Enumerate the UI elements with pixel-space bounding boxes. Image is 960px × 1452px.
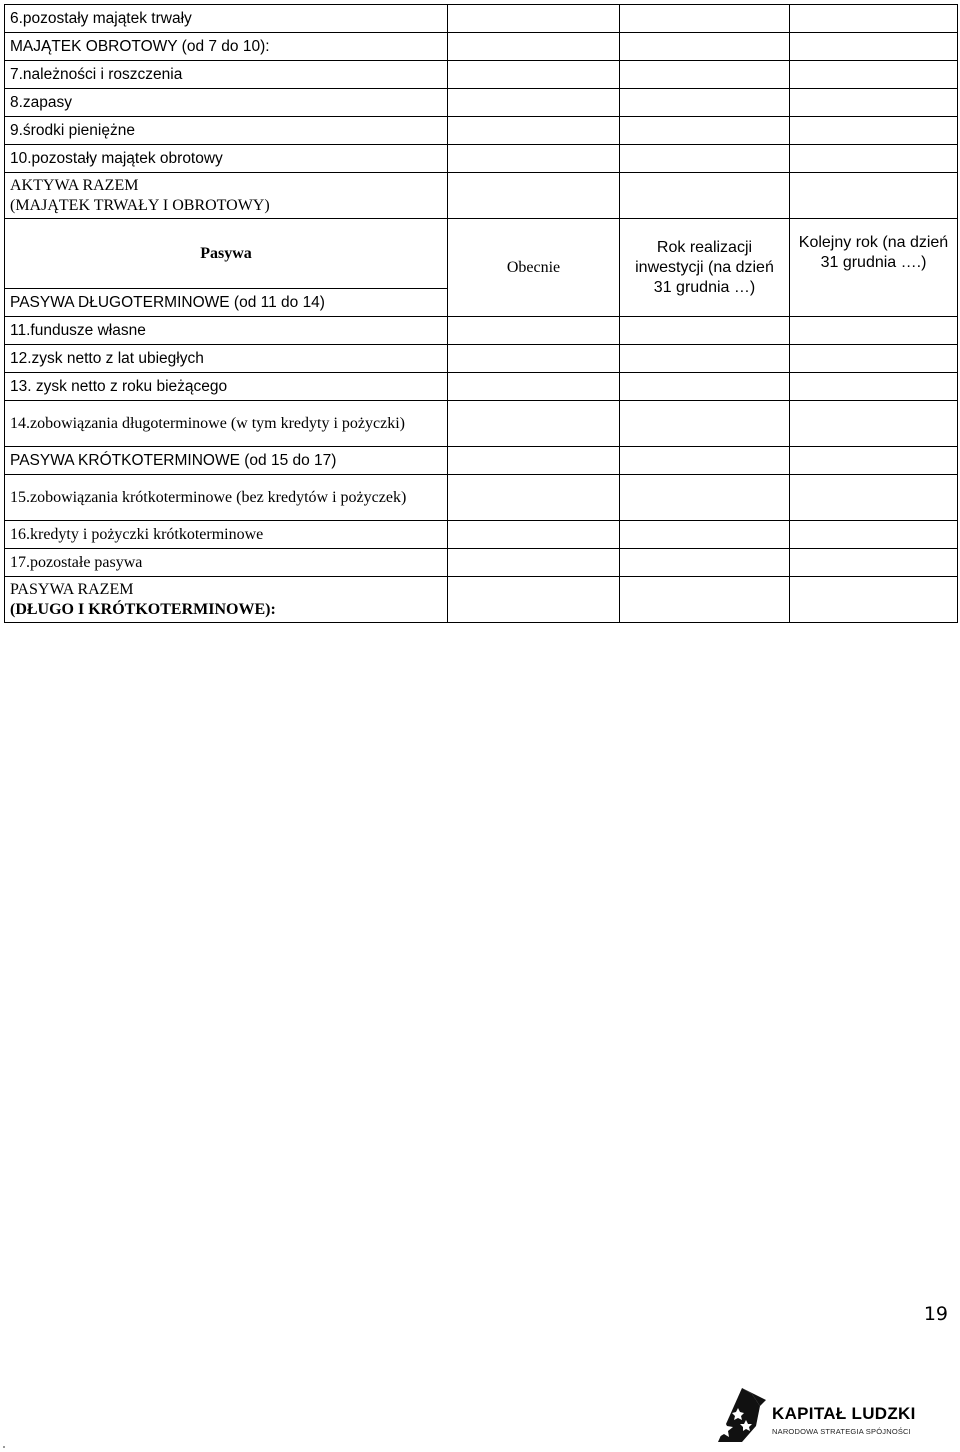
value-cell[interactable] — [448, 33, 620, 61]
assets-total-line1: AKTYWA RAZEM — [10, 176, 139, 194]
liabilities-total-label — [5, 577, 448, 623]
table-row — [5, 401, 958, 447]
value-cell[interactable] — [448, 317, 620, 345]
value-cell[interactable] — [448, 549, 620, 577]
value-cell[interactable] — [790, 373, 958, 401]
column-header-current: Obecnie — [448, 219, 620, 317]
value-cell[interactable] — [448, 401, 620, 447]
value-cell[interactable] — [620, 61, 790, 89]
liabilities-total-row — [5, 577, 958, 623]
table-row — [5, 317, 958, 345]
row-label: 8.zapasy — [5, 89, 448, 117]
value-cell[interactable] — [620, 345, 790, 373]
assets-total-label — [5, 173, 448, 219]
column-header-investment-year: Rok realizacji inwestycji (na dzień 31 grudnia …) — [620, 219, 790, 317]
balance-sheet-table — [4, 4, 958, 623]
value-cell[interactable] — [448, 475, 620, 521]
column-header-next-year: Kolejny rok (na dzień 31 grudnia ….) — [790, 219, 958, 317]
value-cell[interactable] — [790, 173, 958, 219]
table-row — [5, 117, 958, 145]
table-row — [5, 345, 958, 373]
table-row — [5, 33, 958, 61]
value-cell[interactable] — [448, 345, 620, 373]
table-row — [5, 549, 958, 577]
value-cell[interactable] — [448, 577, 620, 623]
row-label: 10.pozostały majątek obrotowy — [5, 145, 448, 173]
value-cell[interactable] — [790, 345, 958, 373]
liabilities-total-line1: PASYWA RAZEM — [10, 580, 134, 598]
table-row — [5, 89, 958, 117]
value-cell[interactable] — [790, 61, 958, 89]
logo-emblem-icon — [712, 1386, 768, 1444]
value-cell[interactable] — [448, 145, 620, 173]
value-cell[interactable] — [790, 577, 958, 623]
value-cell[interactable] — [790, 521, 958, 549]
value-cell[interactable] — [448, 89, 620, 117]
row-label: 16.kredyty i pożyczki krótkoterminowe — [5, 521, 448, 549]
assets-total-line2: (MAJĄTEK TRWAŁY I OBROTOWY) — [10, 196, 270, 214]
kapital-ludzki-logo — [712, 1386, 922, 1444]
row-label: PASYWA DŁUGOTERMINOWE (od 11 do 14) — [5, 289, 448, 317]
scan-dot — [3, 1446, 5, 1448]
value-cell[interactable] — [448, 521, 620, 549]
value-cell[interactable] — [790, 5, 958, 33]
value-cell[interactable] — [620, 117, 790, 145]
value-cell[interactable] — [790, 33, 958, 61]
value-cell[interactable] — [448, 373, 620, 401]
row-label: 17.pozostałe pasywa — [5, 549, 448, 577]
page-number: 19 — [923, 1303, 948, 1325]
value-cell[interactable] — [620, 5, 790, 33]
value-cell[interactable] — [620, 173, 790, 219]
value-cell[interactable] — [448, 61, 620, 89]
value-cell[interactable] — [790, 89, 958, 117]
table-row — [5, 521, 958, 549]
value-cell[interactable] — [790, 145, 958, 173]
row-label: PASYWA KRÓTKOTERMINOWE (od 15 do 17) — [5, 447, 448, 475]
row-label: 13. zysk netto z roku bieżącego — [5, 373, 448, 401]
row-label: 6.pozostały majątek trwały — [5, 5, 448, 33]
row-label: 9.środki pieniężne — [5, 117, 448, 145]
value-cell[interactable] — [790, 117, 958, 145]
table-row — [5, 145, 958, 173]
value-cell[interactable] — [790, 475, 958, 521]
row-label: 7.należności i roszczenia — [5, 61, 448, 89]
row-label: 14.zobowiązania długoterminowe (w tym kredyty i pożyczki) — [5, 401, 448, 447]
row-label: MAJĄTEK OBROTOWY (od 7 do 10): — [5, 33, 448, 61]
value-cell[interactable] — [448, 117, 620, 145]
table-row — [5, 61, 958, 89]
value-cell[interactable] — [620, 549, 790, 577]
value-cell[interactable] — [620, 89, 790, 117]
assets-total-row — [5, 173, 958, 219]
value-cell[interactable] — [620, 373, 790, 401]
row-label: 15.zobowiązania krótkoterminowe (bez kredytów i pożyczek) — [5, 475, 448, 521]
table-row — [5, 447, 958, 475]
value-cell[interactable] — [620, 33, 790, 61]
row-label: 12.zysk netto z lat ubiegłych — [5, 345, 448, 373]
value-cell[interactable] — [620, 401, 790, 447]
value-cell[interactable] — [448, 5, 620, 33]
value-cell[interactable] — [620, 521, 790, 549]
value-cell[interactable] — [790, 549, 958, 577]
value-cell[interactable] — [790, 447, 958, 475]
liabilities-heading: Pasywa — [5, 219, 448, 289]
liabilities-header-row — [5, 219, 958, 289]
value-cell[interactable] — [790, 317, 958, 345]
value-cell[interactable] — [620, 577, 790, 623]
table-row — [5, 475, 958, 521]
table-row — [5, 373, 958, 401]
table-row — [5, 5, 958, 33]
value-cell[interactable] — [448, 447, 620, 475]
liabilities-total-line2: (DŁUGO I KRÓTKOTERMINOWE): — [10, 600, 276, 618]
value-cell[interactable] — [448, 173, 620, 219]
row-label: 11.fundusze własne — [5, 317, 448, 345]
value-cell[interactable] — [620, 145, 790, 173]
value-cell[interactable] — [620, 317, 790, 345]
logo-subtitle: NARODOWA STRATEGIA SPÓJNOŚCI — [772, 1427, 911, 1436]
value-cell[interactable] — [620, 447, 790, 475]
logo-title: KAPITAŁ LUDZKI — [772, 1404, 916, 1423]
value-cell[interactable] — [620, 475, 790, 521]
value-cell[interactable] — [790, 401, 958, 447]
